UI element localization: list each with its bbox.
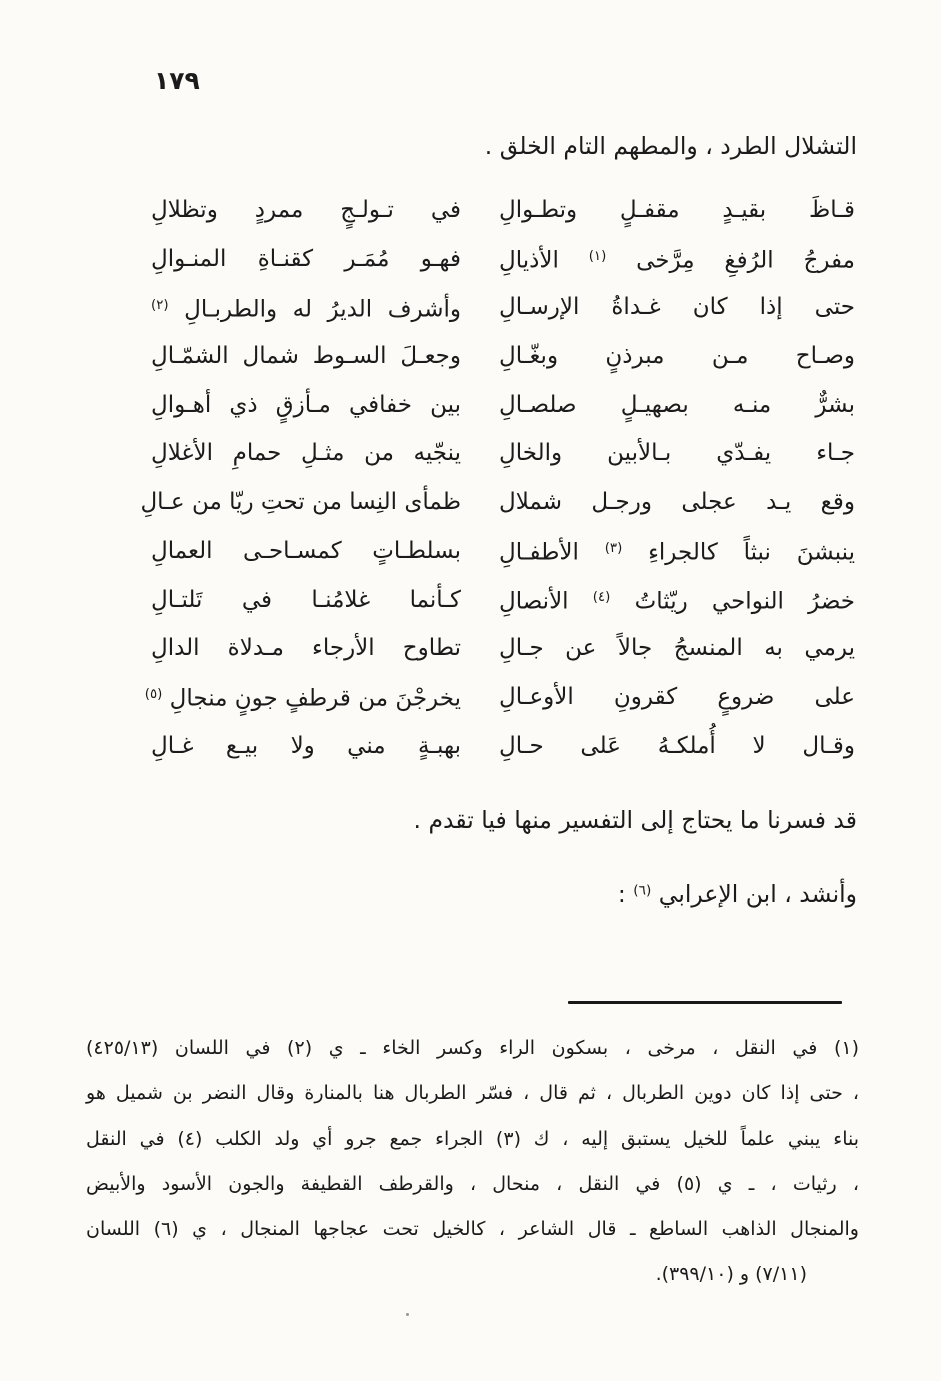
verse-row [151,381,855,430]
verse-sadr: يرمي به المنسجُ جالاً عن جـالِ [499,635,855,662]
footnote-marker: (٢) [151,297,169,313]
verse-row [151,186,855,235]
verse-sadr: وقع يـد عجلى ورجـل شملال [499,489,855,516]
verse-ajuz: بين خفافي مـأزقٍ ذي أهـوالِ [151,391,461,418]
verse-row [140,478,855,527]
footnote-marker: (٥) [144,687,163,703]
poem-block [140,186,856,770]
verse-sadr: حتى إذا كان غـداةُ الإرسـالِ [499,294,855,321]
verse-ajuz: يخرجْنَ من قرطفٍ جونٍ منجالِ $^{(٥)}$ [144,685,461,712]
verse-row [151,429,855,478]
prose-block [84,806,857,908]
footnote-line: (٧/١١) و (٣٩٩/١٠). [655,1263,807,1286]
footnote-separator-rule [568,1001,842,1004]
footnotes-block [86,1026,859,1298]
verse-sadr: مفرجُ الرُفغِ مِرَّخى $^{(١)}$ الأذيالِ [499,247,855,274]
footnote-line: ، رثيات ، ـ ي (٥) في النقل ، منحال ، والقرطف القطيفة والجون الأسود والأبيض [86,1172,859,1195]
verse-ajuz: ينجّيه من مثـلِ حمامِ الأغلالِ [151,440,461,467]
footnote-line: بناء يبني علماً للخيل يستبق إليه ، ك (٣) الجراء جمع جرو أي ولد الكلب (٤) في النقل [86,1127,860,1150]
verse-sadr: وصـاح مـن مبرذنٍ وبغّـالِ [499,343,855,370]
verse-ajuz: بهبـةٍ مني ولا بيـع غـالِ [151,732,461,759]
verse-sadr: جـاء يفـدّي بـالأبين والخالِ [499,440,855,467]
verse-ajuz: وجعـلَ السـوط شمال الشمّـالِ [151,343,461,370]
footnote-marker: (٤) [592,589,611,605]
verse-ajuz: ظمأى النِسا من تحتِ ريّا من عـالِ [140,489,461,516]
footnote-line: والمنجال الذاهب الساطع ـ قال الشاعر ، كالخيل تحت عجاجها المنجال ، ي (٦) اللسان [86,1218,859,1241]
verse-sadr: خضرُ النواحي ريّثاتُ $^{(٤)}$ الأنصالِ [499,588,855,615]
footnote-marker: (٣) [604,541,623,557]
section-heading: التشلال الطرد ، والمطهم التام الخلق . [484,132,857,160]
verse-sadr: ينبشنَ نبثاً كالجراءِ $^{(٣)}$ الأطفـالِ [499,539,856,566]
verse-row [144,673,855,722]
verse-sadr: على ضروعٍ كقرونِ الأوعـالِ [499,683,855,710]
verse-ajuz: وأشرف الديرُ له والطربـالِ $^{(٢)}$ [151,296,461,323]
verse-row [151,722,855,771]
verse-ajuz: في تـولـجٍ ممردٍ وتظلالِ [151,197,461,223]
verse-sadr: وقـال لا أُملكـهُ عَلى حـالِ [499,732,855,759]
prose-line-2: وأنشد ، ابن الإعرابي $^{(٦)}$ : [617,880,857,908]
verse-row [151,576,855,625]
verse-sadr: بشرٌّ منـه بصهيـلٍ صلصـالِ [499,391,855,418]
verse-row [151,283,855,332]
page-number: ١٧٩ [154,66,200,95]
prose-line-1: قد فسرنا ما يحتاج إلى التفسير منها فيا تقدم . [413,806,857,834]
footnote-marker: (٦) [633,882,652,899]
verse-row [151,527,855,576]
verse-row [151,624,855,673]
verse-ajuz: تطاوح الأرجاء مـدلاة الدالِ [151,635,461,662]
verse-row [151,235,855,284]
verse-sadr: قـاظَ بقيـدٍ مقفـلٍ وتطـوالِ [499,197,855,223]
footnote-marker: (١) [588,249,607,265]
verse-ajuz: بسلطـاتٍ كمسـاحـى العمالِ [151,537,461,564]
footnote-line: ، حتى إذا كان دوين الطربال ، ثم قال ، فسّر الطربال هنا بالمنارة وقال النضر بن شميل هو [86,1082,859,1105]
verse-row [151,332,855,381]
verse-ajuz: فهـو مُمَـر كقنـاةِ المنـوالِ [151,245,461,272]
verse-ajuz: كـأنما غلامُنـا في تَلتـالِ [151,586,461,613]
scan-speck [406,1313,409,1316]
footnote-line: (١) في النقل ، مرخى ، بسكون الراء وكسر الخاء ـ ي (٢) في اللسان (٤٢٥/١٣) [86,1037,859,1059]
